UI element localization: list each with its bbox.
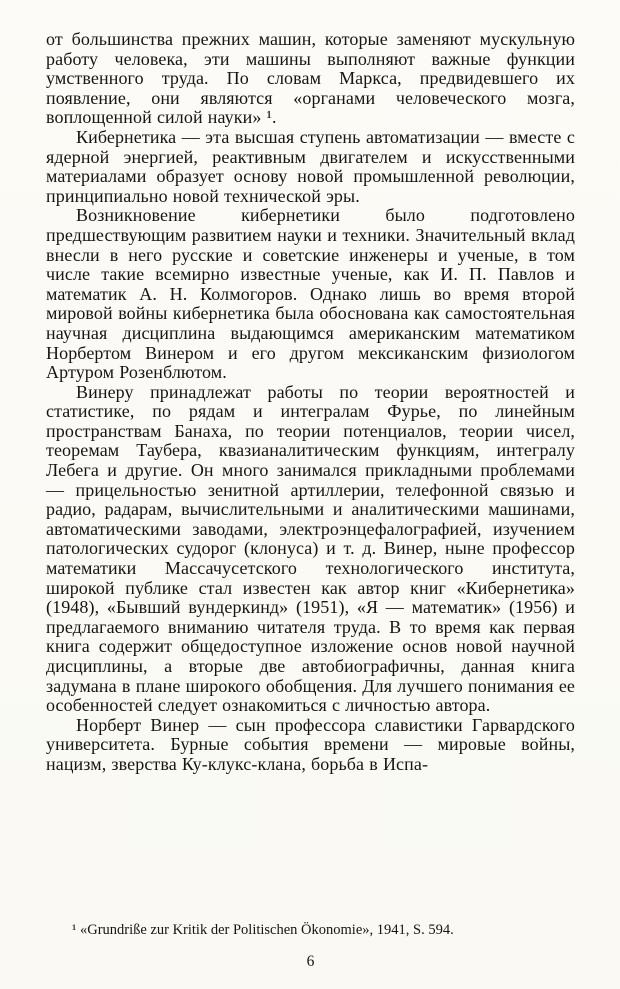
page-number: 6 [306,953,315,970]
footnote-area [46,914,575,939]
body-text [46,30,575,775]
paragraph: Винеру принадлежат работы по теории вероятностей и статистике, по рядам и интегралам Фурье, по линейным пространствам Банаха, по теории потенциалов, теории чисел, теоремам Таубера, квазианалитическим функциям, интегралу Лебега и другие. Он много занимался прикладными проблемами — прицельностью зенитной артиллерии, телефонной связью и радио, радарам, вычислительными и аналитическими машинами, автоматическими заводами, электроэнцефалографией, изучением патологических судорог (клонуса) и т. д. Винер, ныне профессор математики Массачусетского технологического института, широкой публике стал известен как автор книг «Кибернетика» (1948), «Бывший вундеркинд» (1951), «Я — математик» (1956) и предлагаемого вниманию читателя труда. В то время как первая книга содержит общедоступное изложение основ новой научной дисциплины, а вторые две автобиографичны, данная книга задумана в плане широкого обобщения. Для лучшего понимания ее особенностей следует ознакомиться с личностью автора. [46,381,575,716]
paragraph: Возникновение кибернетики было подготовлено предшествующим развитием науки и техники. Значительный вклад внесли в него русские и советские инженеры и ученые, в том числе такие всемирно известные ученые, как И. П. Павлов и математик А. Н. Колмогоров. Однако лишь во время второй мировой войны кибернетика была обоснована как самостоятельная научная дисциплина выдающимся американским математиком Норбертом Винером и его другом мексиканским физиологом Артуром Розенблютом. [46,205,575,383]
paragraph-continuation: от большинства прежних машин, которые заменяют мускульную работу человека, эти машины выполняют важные функции умственного труда. По словам Маркса, предвидевшего их появление, они являются «органами человеческого мозга, воплощенной силой науки» ¹. [46,29,575,128]
paragraph: Кибернетика — эта высшая ступень автоматизации — вместе с ядерной энергией, реактивным двигателем и искусственными материалами образует основу новой промышленной революции, принципиально новой технической эры. [46,126,575,206]
paragraph: Норберт Винер — сын профессора славистики Гарвардского университета. Бурные события времени — мировые войны, нацизм, зверства Ку-клукс-клана, борьба в Испа- [46,714,575,774]
footnote: ¹ «Grundriße zur Kritik der Politischen Ökonomie», 1941, S. 594. [72,922,454,938]
